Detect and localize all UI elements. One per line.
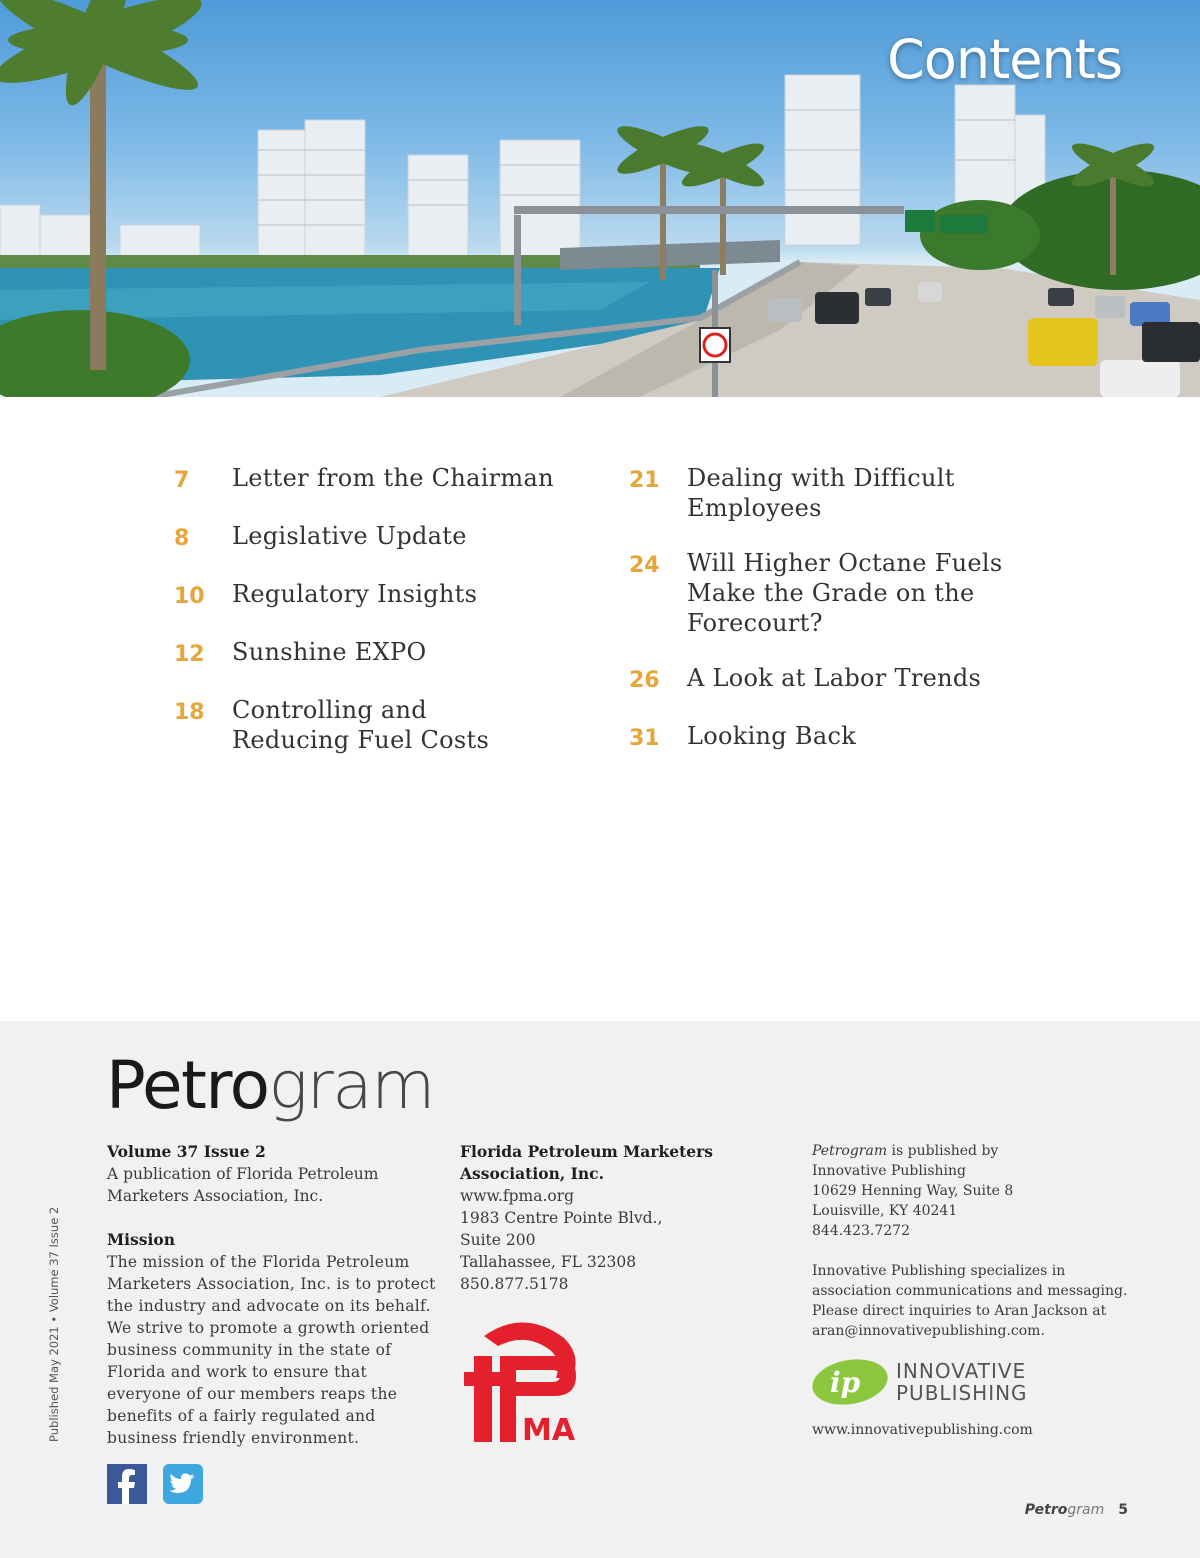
mission-heading: Mission	[107, 1230, 175, 1249]
toc-title: Legislative Update	[232, 522, 467, 550]
ip-logo-line2: PUBLISHING	[896, 1381, 1028, 1405]
toc-page-number: 26	[629, 668, 660, 693]
association-name-line2: Association, Inc.	[460, 1164, 604, 1183]
twitter-icon[interactable]	[163, 1464, 203, 1504]
association-address2: Suite 200	[460, 1231, 536, 1249]
toc-title: Controlling and Reducing Fuel Costs	[232, 696, 490, 754]
mission-text: The mission of the Florida Petroleum Marketers Association, Inc. is to protect the industry and advocate on its behalf. We strive to promote a growth oriented business community in the state of Florida and work to ensure that everyone of our members reaps the benefits of a fairly regulated and business friendly environment.	[107, 1253, 436, 1447]
toc-page-number: 10	[174, 584, 205, 609]
publisher-city: Louisville, KY 40241	[812, 1203, 958, 1219]
publisher-website-link[interactable]: www.innovativepublishing.com	[812, 1422, 1033, 1438]
publisher-about: Innovative Publishing specializes in association communications and messaging. Please direct inquiries to Aran Jackson at aran@innovativepublishing.com.	[812, 1263, 1128, 1339]
toc-title: Letter from the Chairman	[232, 464, 554, 492]
toc-right-column	[629, 463, 1049, 779]
toc-title: Sunshine EXPO	[232, 638, 427, 666]
footer-brand-bold: Petro	[1024, 1502, 1068, 1518]
toc-title: Dealing with Difficult Employees	[687, 464, 955, 522]
toc-left-column	[174, 463, 594, 780]
ip-logo-line1: INNOVATIVE	[896, 1359, 1027, 1383]
association-phone: 850.877.5178	[460, 1275, 569, 1293]
association-website-link[interactable]: www.fpma.org	[460, 1187, 575, 1205]
toc-entry[interactable]	[174, 579, 594, 612]
page-footer	[1025, 1502, 1128, 1518]
footer-brand-light: gram	[1067, 1502, 1105, 1518]
association-name-line1: Florida Petroleum Marketers	[460, 1142, 714, 1161]
publisher-address: 10629 Henning Way, Suite 8	[812, 1183, 1014, 1199]
fpma-logo-mark	[464, 1316, 584, 1444]
toc-page-number: 21	[629, 468, 660, 493]
publication-date-note: Published May 2021 • Volume 37 Issue 2	[47, 1206, 61, 1442]
toc-title: Looking Back	[687, 722, 857, 750]
ip-logo-initials: ip	[830, 1366, 861, 1399]
toc-page-number: 7	[174, 468, 190, 493]
publication-line: A publication of Florida Petroleum Marketers Association, Inc.	[107, 1165, 379, 1205]
publisher-pub-name: Petrogram	[812, 1143, 888, 1159]
toc-entry[interactable]	[629, 548, 1049, 638]
volume-issue: Volume 37 Issue 2	[107, 1142, 266, 1161]
publisher-column	[812, 1141, 1142, 1341]
facebook-icon[interactable]	[107, 1464, 147, 1504]
masthead-column	[107, 1141, 437, 1449]
page-title: Contents	[887, 28, 1122, 91]
fpma-logo	[464, 1316, 584, 1448]
logo-light-part: gram	[268, 1047, 434, 1124]
publisher-phone: 844.423.7272	[812, 1223, 910, 1239]
innovative-publishing-logo	[812, 1356, 1042, 1412]
toc-title: Regulatory Insights	[232, 580, 478, 608]
toc-entry[interactable]	[174, 521, 594, 554]
toc-page-number: 18	[174, 700, 205, 725]
toc-entry[interactable]	[174, 695, 594, 755]
association-column	[460, 1141, 760, 1295]
petrogram-logo	[106, 1046, 434, 1126]
toc-entry[interactable]	[174, 463, 594, 496]
toc-title: A Look at Labor Trends	[687, 664, 982, 692]
toc-page-number: 24	[629, 553, 660, 578]
page-number: 5	[1118, 1502, 1128, 1518]
logo-bold-part: Petro	[106, 1047, 269, 1124]
ip-logo-mark	[812, 1356, 1042, 1408]
publisher-pub-by: is published by	[887, 1143, 999, 1159]
toc-title: Will Higher Octane Fuels Make the Grade on the Forecourt?	[687, 549, 1003, 637]
association-city: Tallahassee, FL 32308	[460, 1253, 637, 1271]
publisher-company: Innovative Publishing	[812, 1163, 967, 1179]
hero-image	[0, 0, 1200, 397]
fpma-logo-letters: MA	[522, 1413, 576, 1444]
association-address1: 1983 Centre Pointe Blvd.,	[460, 1209, 663, 1227]
toc-page-number: 8	[174, 526, 190, 551]
toc-page-number: 12	[174, 642, 205, 667]
toc-entry[interactable]	[629, 663, 1049, 696]
toc-entry[interactable]	[629, 721, 1049, 754]
toc-entry[interactable]	[629, 463, 1049, 523]
toc-entry[interactable]	[174, 637, 594, 670]
toc-page-number: 31	[629, 726, 660, 751]
